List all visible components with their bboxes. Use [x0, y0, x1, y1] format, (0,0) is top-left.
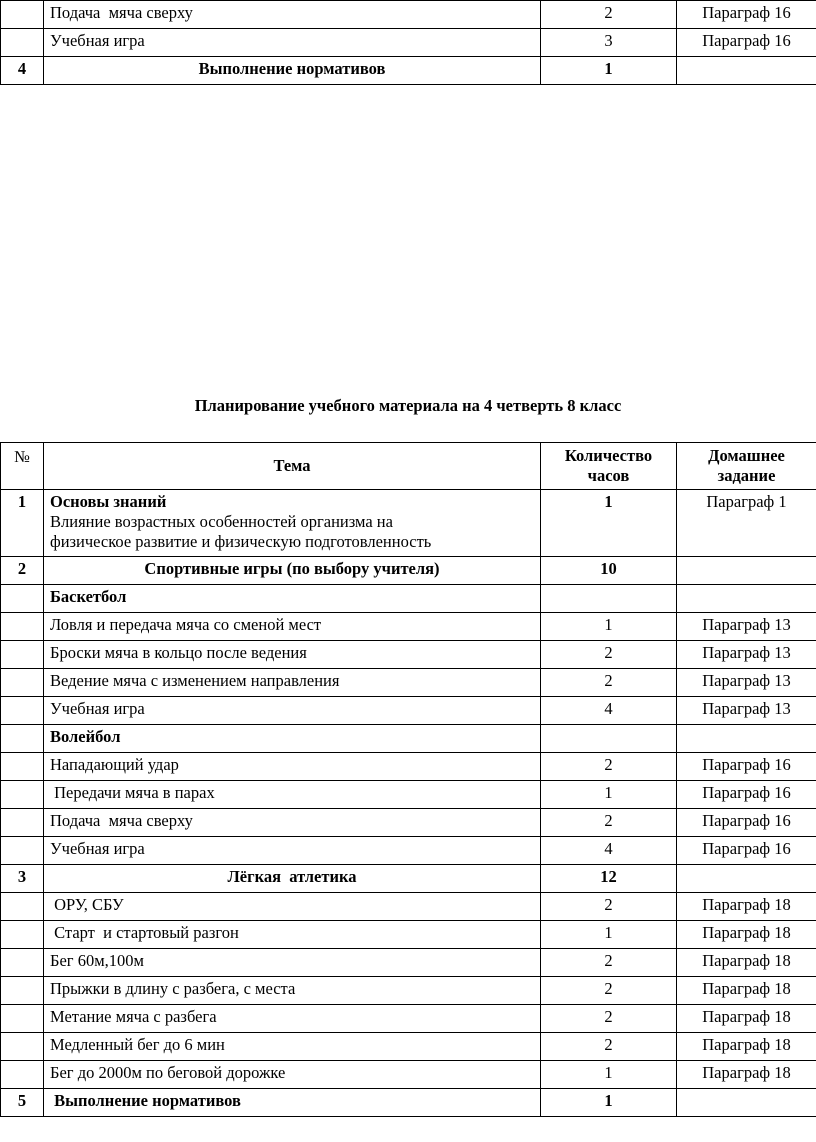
row-number: 4: [1, 57, 44, 85]
row-hours: [541, 725, 677, 753]
row-topic: Бег 60м,100м: [44, 949, 541, 977]
table-row: [1, 1089, 816, 1117]
row-number: 1: [1, 490, 44, 557]
row-hours: 1: [541, 921, 677, 949]
table-row: [1, 1, 816, 29]
table-row: [1, 1061, 816, 1089]
table-row: [1, 557, 816, 585]
row-homework: Параграф 18: [677, 921, 816, 949]
header-hours: [541, 443, 677, 490]
row-homework: [677, 725, 816, 753]
table-row: [1, 641, 816, 669]
row-hours: 3: [541, 29, 677, 57]
table-row: [1, 921, 816, 949]
table-header-row: [1, 443, 816, 490]
row-homework: Параграф 16: [677, 781, 816, 809]
row-hours: 2: [541, 1033, 677, 1061]
row-topic: Учебная игра: [44, 29, 541, 57]
row-number: 2: [1, 557, 44, 585]
table-row: [1, 753, 816, 781]
row-hours: 1: [541, 57, 677, 85]
row-hours: 1: [541, 1061, 677, 1089]
plan-table: [0, 442, 816, 1117]
table-row: [1, 57, 816, 85]
row-topic: Старт и стартовый разгон: [44, 921, 541, 949]
row-number: [1, 29, 44, 57]
header-hours-line2: часов: [587, 466, 630, 485]
row-number: [1, 949, 44, 977]
row-hours: 2: [541, 753, 677, 781]
table-row: [1, 781, 816, 809]
row-topic: Медленный бег до 6 мин: [44, 1033, 541, 1061]
row-hours: 2: [541, 669, 677, 697]
row-number: 5: [1, 1089, 44, 1117]
row-topic: Подача мяча сверху: [44, 1, 541, 29]
row-number: [1, 669, 44, 697]
row-hours: 4: [541, 697, 677, 725]
row-hours: [541, 585, 677, 613]
row-homework: Параграф 18: [677, 1033, 816, 1061]
row-topic: Ведение мяча с изменением направления: [44, 669, 541, 697]
row-topic: Прыжки в длину с разбега, с места: [44, 977, 541, 1005]
header-hours-line1: Количество: [564, 446, 653, 465]
row-hours: 1: [541, 781, 677, 809]
header-topic: Тема: [44, 443, 541, 490]
row-number: [1, 1005, 44, 1033]
table-row: [1, 865, 816, 893]
row-homework: Параграф 1: [677, 490, 816, 557]
row-topic: Передачи мяча в парах: [44, 781, 541, 809]
row-topic: Броски мяча в кольцо после ведения: [44, 641, 541, 669]
row-number: [1, 921, 44, 949]
row-topic: Нападающий удар: [44, 753, 541, 781]
row-hours: 4: [541, 837, 677, 865]
table-row: [1, 977, 816, 1005]
table-row: [1, 893, 816, 921]
table-row: [1, 725, 816, 753]
table-row: [1, 669, 816, 697]
row-homework: Параграф 13: [677, 697, 816, 725]
row-number: 3: [1, 865, 44, 893]
row-number: [1, 1061, 44, 1089]
table-row: [1, 697, 816, 725]
row-number: [1, 837, 44, 865]
table-row: [1, 490, 816, 557]
section-description-line2: физическое развитие и физическую подготовленность: [50, 532, 432, 551]
row-homework: Параграф 16: [677, 1, 816, 29]
row-topic: Подача мяча сверху: [44, 809, 541, 837]
table-row: [1, 1033, 816, 1061]
table-row: [1, 29, 816, 57]
row-homework: [677, 865, 816, 893]
subsection-heading: Волейбол: [44, 725, 541, 753]
row-homework: Параграф 18: [677, 977, 816, 1005]
section-heading: Спортивные игры (по выбору учителя): [44, 557, 541, 585]
row-homework: Параграф 18: [677, 949, 816, 977]
row-homework: [677, 585, 816, 613]
row-homework: Параграф 18: [677, 893, 816, 921]
row-hours: 2: [541, 809, 677, 837]
table-row: [1, 613, 816, 641]
row-homework: Параграф 16: [677, 753, 816, 781]
row-number: [1, 977, 44, 1005]
row-hours: 2: [541, 1005, 677, 1033]
row-number: [1, 753, 44, 781]
row-topic: ОРУ, СБУ: [44, 893, 541, 921]
row-hours: 2: [541, 977, 677, 1005]
row-homework: Параграф 18: [677, 1061, 816, 1089]
row-topic: [44, 490, 541, 557]
table-row: [1, 949, 816, 977]
row-hours: 2: [541, 949, 677, 977]
table-row: [1, 837, 816, 865]
header-homework-line1: Домашнее: [708, 446, 785, 465]
header-homework-line2: задание: [717, 466, 776, 485]
row-homework: Параграф 18: [677, 1005, 816, 1033]
row-hours: 1: [541, 613, 677, 641]
row-hours: 1: [541, 490, 677, 557]
row-topic: Бег до 2000м по беговой дорожке: [44, 1061, 541, 1089]
table-row: [1, 585, 816, 613]
row-hours: 12: [541, 865, 677, 893]
table-row: [1, 809, 816, 837]
row-topic: Метание мяча с разбега: [44, 1005, 541, 1033]
section-heading: Лёгкая атлетика: [44, 865, 541, 893]
row-number: [1, 809, 44, 837]
row-number: [1, 697, 44, 725]
subsection-heading: Баскетбол: [44, 585, 541, 613]
row-number: [1, 641, 44, 669]
row-homework: Параграф 16: [677, 837, 816, 865]
row-hours: 1: [541, 1089, 677, 1117]
section-heading: Выполнение нормативов: [44, 1089, 541, 1117]
row-topic: Выполнение нормативов: [44, 57, 541, 85]
row-homework: Параграф 16: [677, 29, 816, 57]
section-heading: Основы знаний: [50, 492, 167, 511]
row-number: [1, 1033, 44, 1061]
row-number: [1, 613, 44, 641]
row-homework: Параграф 13: [677, 669, 816, 697]
row-number: [1, 585, 44, 613]
table-row: [1, 1005, 816, 1033]
section-title: Планирование учебного материала на 4 четверть 8 класс: [194, 396, 622, 415]
header-homework: [677, 443, 816, 490]
row-hours: 2: [541, 893, 677, 921]
row-homework: Параграф 16: [677, 809, 816, 837]
row-number: [1, 1, 44, 29]
row-homework: Параграф 13: [677, 613, 816, 641]
row-topic: Ловля и передача мяча со сменой мест: [44, 613, 541, 641]
row-topic: Учебная игра: [44, 837, 541, 865]
row-number: [1, 725, 44, 753]
section-description-line1: Влияние возрастных особенностей организма на: [50, 512, 393, 531]
row-homework: [677, 57, 816, 85]
row-topic: Учебная игра: [44, 697, 541, 725]
row-hours: 2: [541, 1, 677, 29]
row-number: [1, 781, 44, 809]
row-homework: [677, 1089, 816, 1117]
header-number: №: [1, 443, 44, 490]
row-homework: Параграф 13: [677, 641, 816, 669]
row-homework: [677, 557, 816, 585]
row-number: [1, 893, 44, 921]
row-hours: 2: [541, 641, 677, 669]
previous-plan-table: [0, 0, 816, 85]
row-hours: 10: [541, 557, 677, 585]
